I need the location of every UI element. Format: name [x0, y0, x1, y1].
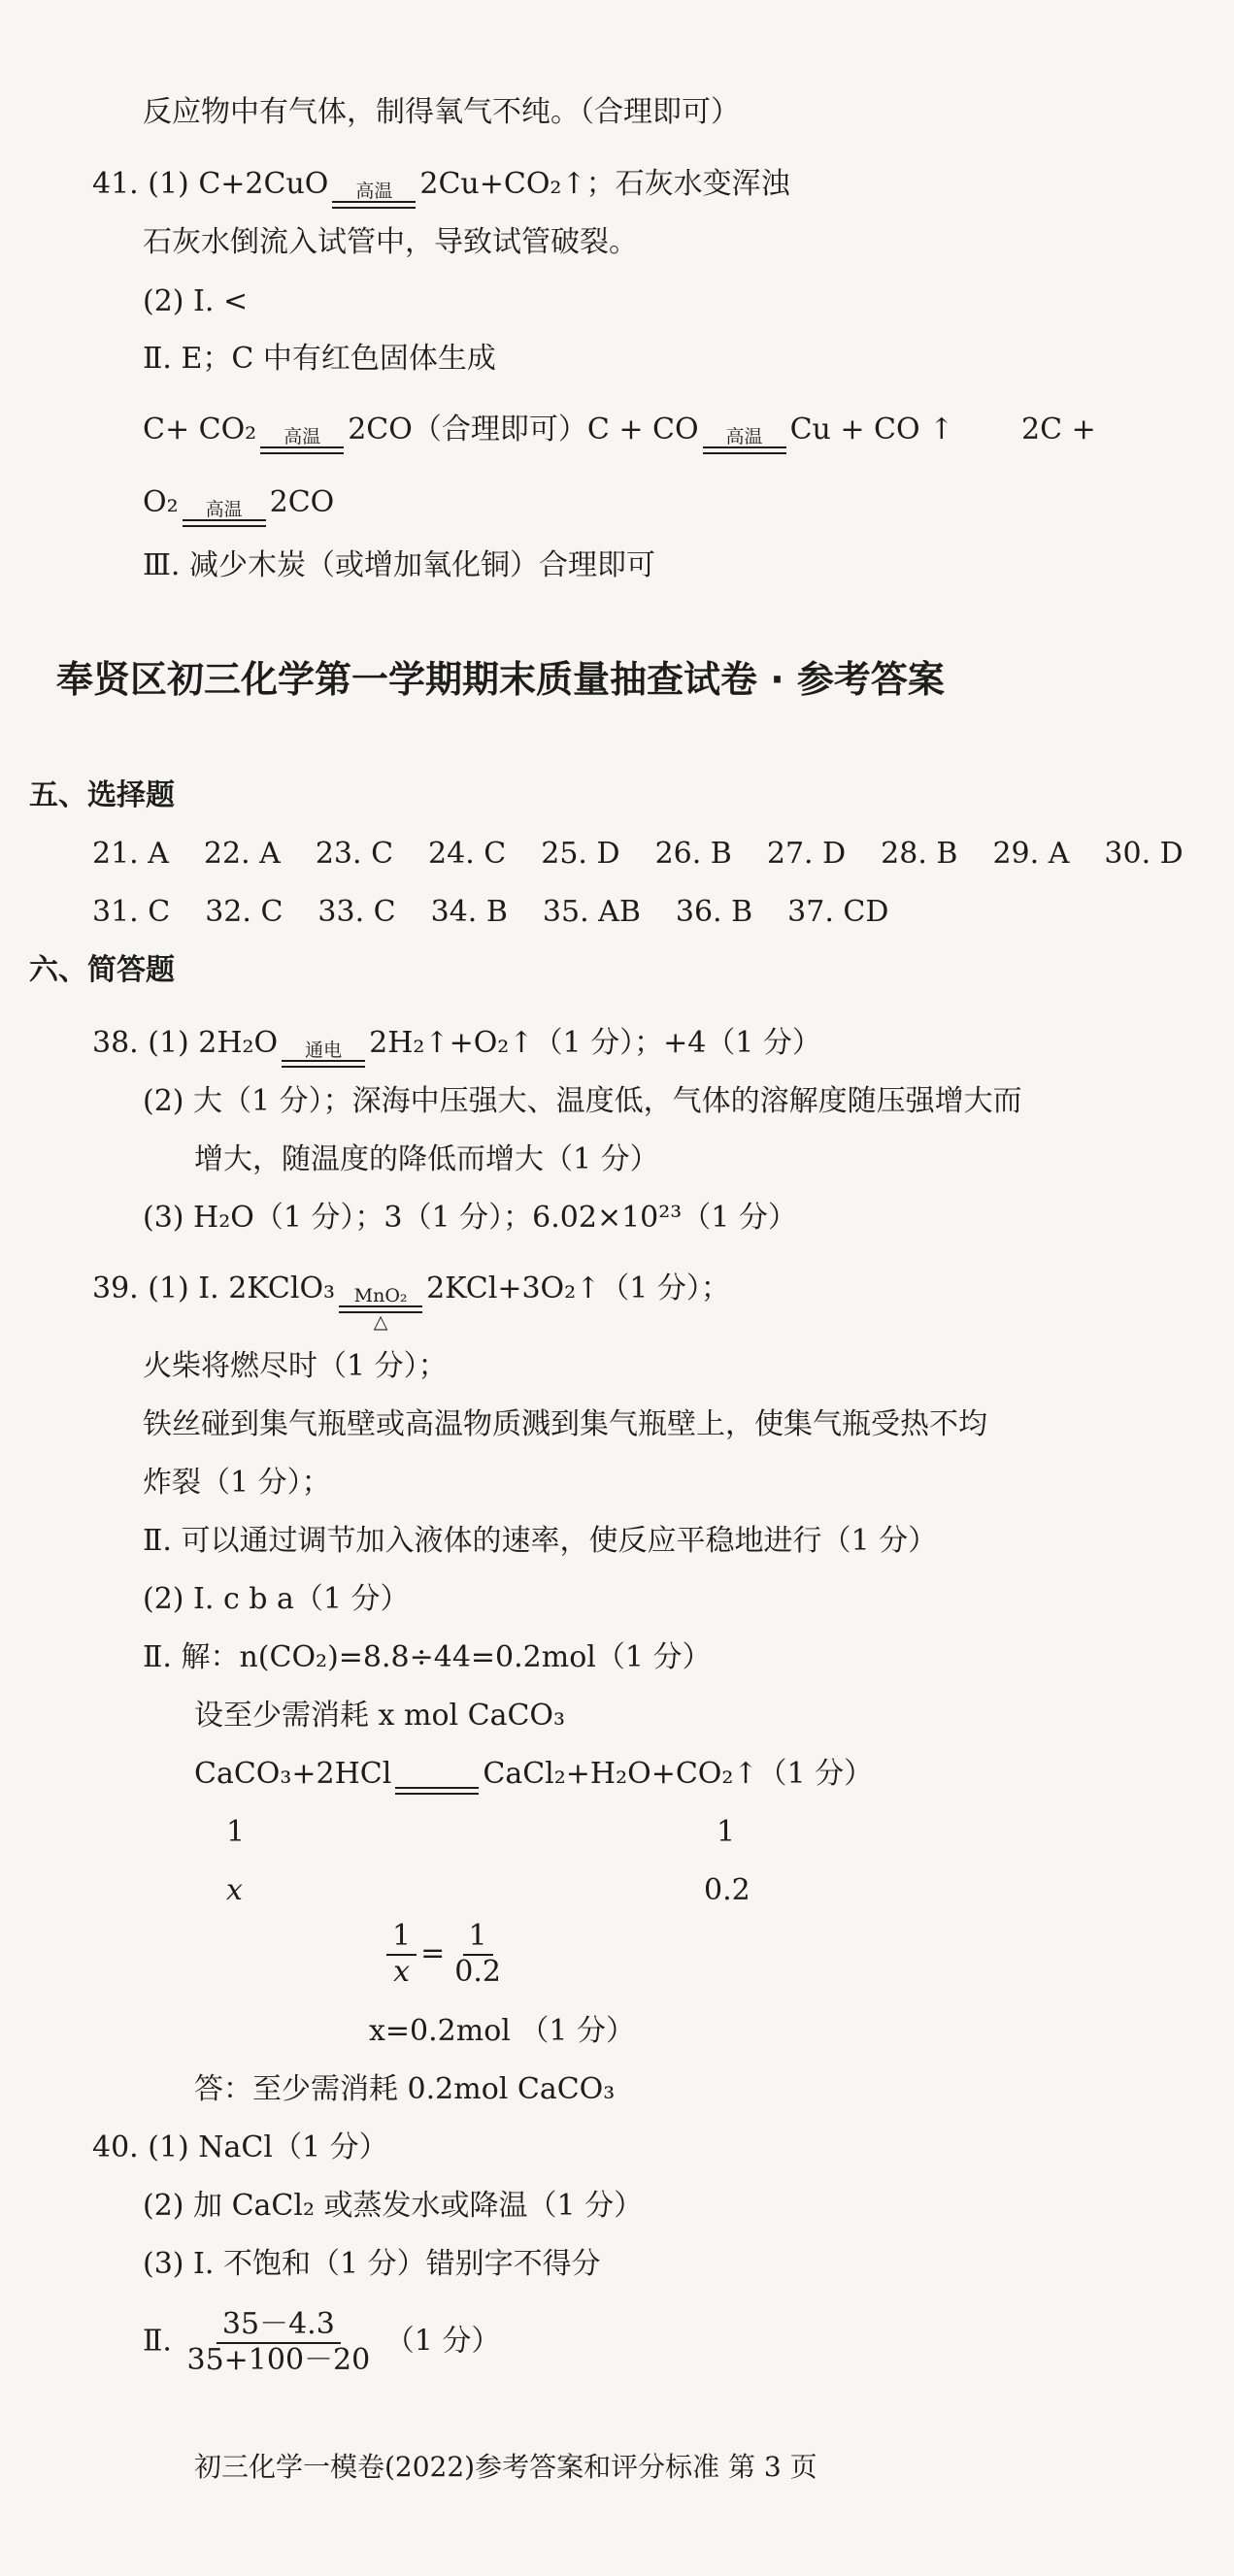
q41-number: 41. [92, 167, 139, 201]
choice-answers-row1 [92, 837, 1218, 872]
answer-item: 30. D [1104, 837, 1184, 871]
eq-left: CaCO₃+2HCl [194, 1757, 392, 1791]
q41-part1-line [92, 167, 790, 209]
q41-equation-row [143, 413, 953, 454]
answer-item: 32. C [205, 895, 283, 929]
q41-part2-label: (2) [143, 284, 184, 318]
fraction-solubility: $\frac{35-4.3}{35+100-20}$ [186, 2307, 371, 2377]
q39-x-result: x=0.2mol （1 分） [369, 2014, 636, 2048]
section-heading-short-answer: 六、简答题 [29, 953, 175, 987]
choice-answers-row2 [92, 895, 923, 930]
q39-line8: 设至少需消耗 x mol CaCO₃ [194, 1699, 566, 1733]
reaction-equals [395, 1787, 479, 1795]
answer-item: 29. A [992, 837, 1070, 871]
eq-left: C+2CuO [198, 167, 329, 201]
eq-a-right: 2CO（合理即可）C + CO [348, 413, 699, 446]
ratio-left-2: x [226, 1873, 243, 1907]
eq-c2-left: O₂ [143, 485, 179, 519]
eq-right: 2Cu+CO₂↑；石灰水变浑浊 [419, 167, 790, 201]
eq-right: 2H₂↑+O₂↑（1 分）；+4（1 分） [369, 1026, 821, 1060]
q40-part3-ii [143, 2308, 500, 2377]
answer-item: 34. B [430, 895, 508, 929]
reaction-condition: 高温 [703, 428, 786, 454]
fraction-left: $\frac{1}{x}$ [386, 1920, 417, 1989]
q40-ii-score: （1 分） [384, 2324, 501, 2359]
q41-part2-i: Ⅰ. < [193, 284, 249, 318]
q39-answer: 答：至少需消耗 0.2mol CaCO₃ [194, 2072, 616, 2106]
q40-part1: 40. (1) NaCl（1 分） [92, 2130, 388, 2164]
eq-left: 38. (1) 2H₂O [92, 1026, 279, 1060]
q41-part1-line2: 石灰水倒流入试管中，导致试管破裂。 [143, 225, 638, 259]
q38-part1 [92, 1026, 821, 1068]
q39-line3: 铁丝碰到集气瓶壁或高温物质溅到集气瓶壁上，使集气瓶受热不均 [143, 1407, 987, 1441]
eq-c2-right: 2CO [269, 485, 335, 519]
page-title: 奉贤区初三化学第一学期期末质量抽查试卷 · 参考答案 [56, 658, 945, 701]
proportion-equation [386, 1920, 507, 1989]
reaction-condition: MnO₂ △ [339, 1287, 422, 1332]
eq-right: CaCl₂+H₂O+CO₂↑（1 分） [483, 1757, 874, 1791]
section-heading-choice: 五、选择题 [29, 778, 175, 812]
eq-c-left: 2C + [1021, 413, 1096, 446]
ratio-right-2: 0.2 [704, 1873, 750, 1907]
q41-tail-line: 反应物中有气体，制得氧气不纯。（合理即可） [143, 95, 740, 129]
q40-ii-label: Ⅱ. [143, 2324, 172, 2359]
q39-line7: Ⅱ. 解：n(CO₂)=8.8÷44=0.2mol（1 分） [143, 1640, 712, 1674]
q38-part2-line2: 增大，随温度的降低而增大（1 分） [194, 1142, 659, 1176]
q39-part1 [92, 1271, 730, 1332]
fraction-right: $\frac{1}{0.2}$ [454, 1919, 501, 1989]
q39-line5: Ⅱ. 可以通过调节加入液体的速率，使反应平稳地进行（1 分） [143, 1524, 938, 1558]
q39-line2: 火柴将燃尽时（1 分）； [143, 1349, 448, 1383]
answer-item: 28. B [881, 837, 958, 871]
page-footer: 初三化学一模卷(2022)参考答案和评分标准 第 3 页 [194, 2451, 817, 2483]
q41-part2-ii: Ⅱ. E；C 中有红色固体生成 [143, 342, 496, 376]
eq-b-right: Cu + CO ↑ [789, 413, 954, 446]
q39-line4: 炸裂（1 分）； [143, 1466, 331, 1500]
reaction-condition: 高温 [260, 428, 344, 454]
answer-item: 37. CD [787, 895, 889, 929]
q40-part2: (2) 加 CaCl₂ 或蒸发水或降温（1 分） [143, 2189, 644, 2223]
q41-part2-line [143, 284, 248, 319]
answer-item: 35. AB [542, 895, 641, 929]
answer-item: 26. B [654, 837, 732, 871]
q38-part2-line1: (2) 大（1 分）；深海中压强大、温度低，气体的溶解度随压强增大而 [143, 1084, 1022, 1118]
eq-right: 2KCl+3O₂↑（1 分）； [426, 1271, 730, 1305]
q41-equation-row2 [143, 485, 334, 527]
ratio-right-1: 1 [717, 1815, 736, 1849]
answer-item: 22. A [203, 837, 281, 871]
answer-item: 25. D [541, 837, 620, 871]
eq-left: 39. (1) Ⅰ. 2KClO₃ [92, 1271, 336, 1305]
answer-item: 33. C [317, 895, 396, 929]
q39-equation [194, 1757, 873, 1795]
answer-item: 23. C [315, 837, 394, 871]
answer-item: 27. D [766, 837, 847, 871]
answer-item: 21. A [92, 837, 169, 871]
q39-line6: (2) Ⅰ. c b a（1 分） [143, 1582, 410, 1616]
q38-part3: (3) H₂O（1 分）；3（1 分）；6.02×10²³（1 分） [143, 1201, 797, 1235]
answer-item: 36. B [675, 895, 753, 929]
reaction-condition: 高温 [332, 182, 416, 209]
answer-item: 24. C [428, 837, 507, 871]
reaction-condition: 高温 [183, 501, 266, 527]
eq-a-left: C+ CO₂ [143, 413, 257, 446]
ratio-left-1: 1 [226, 1815, 246, 1849]
answer-item: 31. C [92, 895, 171, 929]
equals-sign: = [420, 1935, 446, 1970]
q41-part1-label: (1) [148, 167, 189, 201]
q40-part3: (3) Ⅰ. 不饱和（1 分）错别字不得分 [143, 2247, 601, 2281]
reaction-condition: 通电 [282, 1041, 365, 1068]
q41-part2-iii: Ⅲ. 减少木炭（或增加氧化铜）合理即可 [143, 548, 656, 582]
